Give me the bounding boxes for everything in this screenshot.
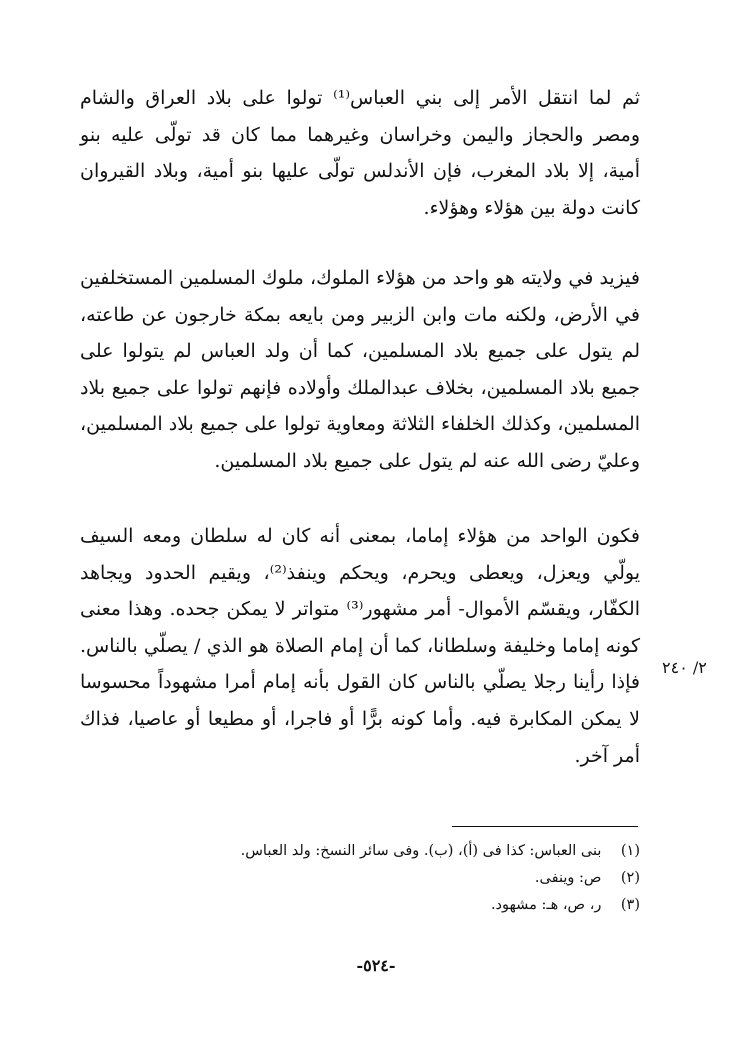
margin-volume-page-reference: ٢/ ٢٤٠ (662, 658, 707, 677)
paragraph-text: ثم لما انتقل الأمر إلى بني العباس⁽¹⁾ تولوا على بلاد العراق والشام ومصر والحجاز واليمن وخراسان وغيرهما مما كان قد تولّى عليه بنو أمية، إلا بلاد المغرب، فإن الأندلس تولّى عليها بنو أمية، وبلاد القيروان كانت دولة بين هؤلاء وهؤلاء. (80, 87, 640, 219)
footnote-text: ر، ص، هـ: مشهود. (490, 897, 602, 913)
footnote-number: (٣) (620, 897, 640, 913)
footnote-divider (452, 826, 638, 827)
footnote-item (200, 838, 640, 865)
footnote-item (200, 865, 640, 892)
footnote-number: (٢) (620, 870, 640, 886)
footnotes (200, 838, 640, 919)
page-number: -٥٢٤- (356, 956, 396, 975)
paragraph-text: فكون الواحد من هؤلاء إماما، بمعنى أنه كان له سلطان ومعه السيف يولّي ويعزل، ويعطى ويحرم، ويحكم وينفذ⁽²⁾، ويقيم الحدود ويجاهد الكفّار، ويقسّم الأموال- أمر مشهور⁽³⁾ متواتر لا يمكن جحده. وهذا معنى كونه إماما وخليفة وسلطانا، كما أن إمام الصلاة هو الذي / يصلّي بالناس. فإذا رأينا رجلا يصلّي بالناس كان القول بأنه إمام أمرا مشهوداً محسوسا لا يمكن المكابرة فيه. وأما كونه برًّا أو فاجرا، أو مطيعا أو عاصيا، فذاك أمر آخر. (80, 525, 640, 767)
paragraph-abbasids (80, 80, 640, 226)
paragraph-imamate (80, 518, 640, 774)
footnote-text: ص: وينفى. (534, 870, 602, 886)
footnote-item (200, 892, 640, 919)
footnote-number: (١) (620, 843, 640, 859)
paragraph-text: فيزيد في ولايته هو واحد من هؤلاء الملوك، ملوك المسلمين المستخلفين في الأرض، ولكنه مات وابن الزبير ومن بايعه بمكة خارجون عن طاعته، لم يتول على جميع بلاد المسلمين، كما أن ولد العباس لم يتولوا على جميع بلاد المسلمين، بخلاف عبدالملك وأولاده فإنهم تولوا على جميع بلاد المسلمين، وكذلك الخلفاء الثلاثة ومعاوية تولوا على جميع بلاد المسلمين، وعليّ رضى الله عنه لم يتول على جميع بلاد المسلمين. (80, 267, 640, 472)
footnote-text: بنى العباس: كذا فى (أ)، (ب). وفى سائر النسخ: ولد العباس. (240, 843, 602, 859)
paragraph-yazid (80, 260, 640, 480)
